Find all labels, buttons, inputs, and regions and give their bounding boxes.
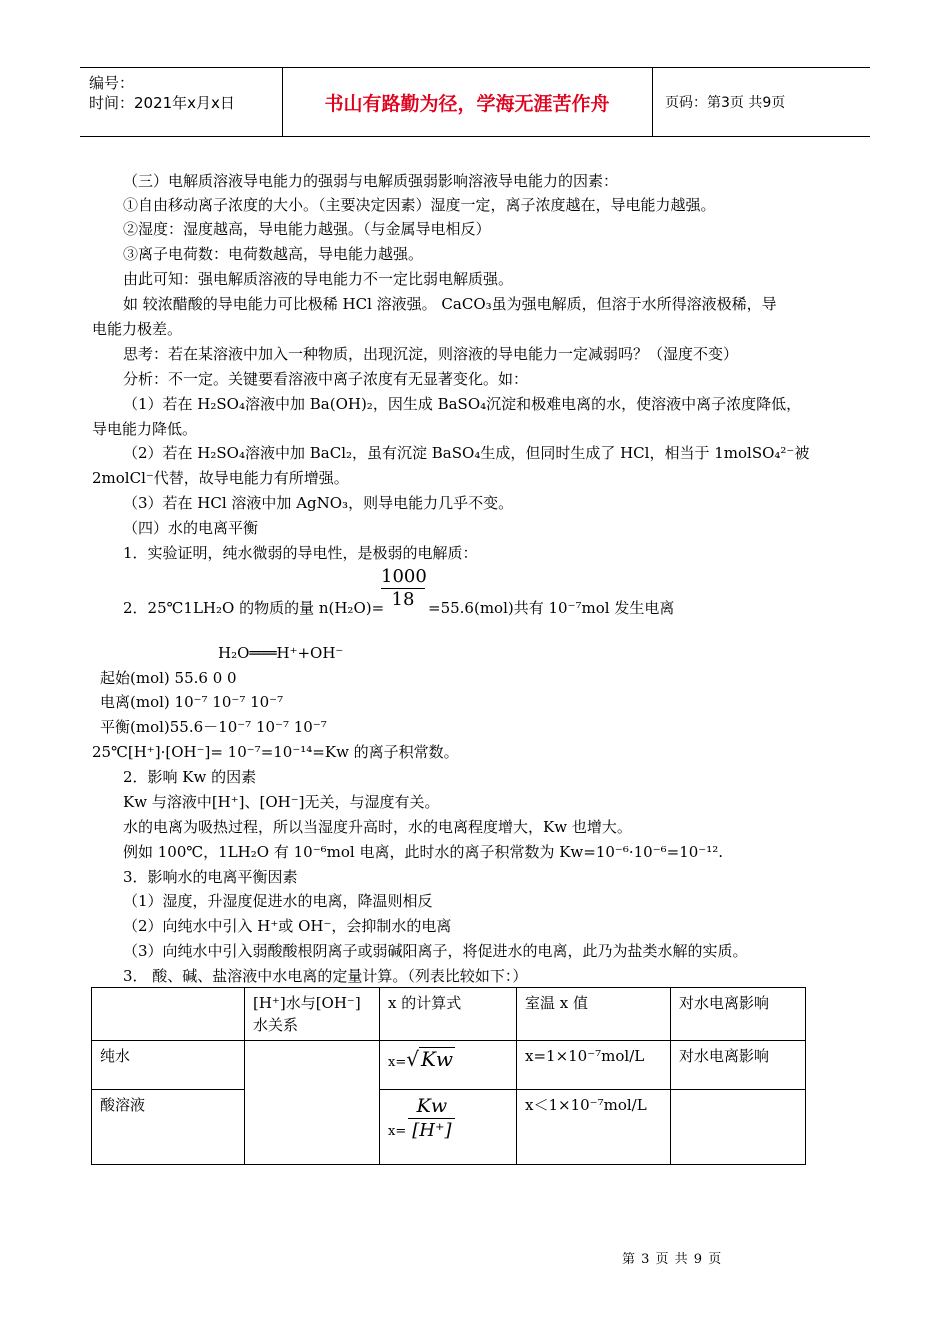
formula-prefix: x= <box>388 1124 407 1139</box>
text-line: 25℃[H⁺]·[OH⁻]= 10⁻⁷=10⁻¹⁴=Kw 的离子积常数。 <box>92 743 459 761</box>
text-line: Kw 与溶液中[H⁺]、[OH⁻]无关，与湿度有关。 <box>123 793 440 811</box>
relation-cell <box>245 1041 380 1165</box>
row-name: 酸溶液 <box>92 1090 245 1165</box>
text-line: 2molCl⁻代替，故导电能力有所增强。 <box>92 469 349 487</box>
table-header-cell: x 的计算式 <box>380 988 517 1041</box>
table-header-cell: [H⁺]水与[OH⁻]水关系 <box>245 988 380 1041</box>
text-line: 如 较浓醋酸的导电能力可比极稀 HCl 溶液强。 CaCO₃虽为强电解质，但溶于水所得溶液极稀，导 <box>123 295 777 313</box>
text-line: 例如 100℃，1LH₂O 有 10⁻⁶mol 电离，此时水的离子积常数为 Kw=10⁻⁶·10⁻⁶=10⁻¹². <box>123 843 724 861</box>
table-header-row <box>92 988 806 1041</box>
text-line: 2．25℃1LH₂O 的物质的量 n(H₂O)= <box>123 599 385 617</box>
table-row <box>92 1041 806 1090</box>
text-line: （1）若在 H₂SO₄溶液中加 Ba(OH)₂，因生成 BaSO₄沉淀和极难电离的水，使溶液中离子浓度降低， <box>123 395 802 413</box>
text-line: 由此可知：强电解质溶液的导电能力不一定比弱电解质强。 <box>123 270 514 288</box>
text-line: （2）向纯水中引入 H⁺或 OH⁻，会抑制水的电离 <box>123 917 452 935</box>
header-motto: 书山有路勤为径，学海无涯苦作舟 <box>282 68 653 136</box>
fraction-numerator: 1000 <box>381 566 427 587</box>
comparison-table <box>91 987 806 1165</box>
formula-prefix: x= <box>388 1055 407 1070</box>
value-cell: x＜1×10⁻⁷mol/L <box>517 1090 671 1165</box>
text-line: 分析：不一定。关键要看溶液中离子浓度有无显著变化。如： <box>123 370 529 388</box>
text-line: ②湿度：湿度越高，导电能力越强。（与金属导电相反） <box>123 220 491 238</box>
table-header-cell <box>92 988 245 1041</box>
text-line: =55.6(mol)共有 10⁻⁷mol 发生电离 <box>428 599 675 617</box>
formula-cell <box>380 1041 517 1090</box>
formula-fraction <box>408 1094 455 1143</box>
table-row-ionized: 电离(mol) 10⁻⁷ 10⁻⁷ 10⁻⁷ <box>100 693 284 711</box>
text-line: （3）向纯水中引入弱酸酸根阴离子或弱碱阳离子，将促进水的电离，此乃为盐类水解的实质。 <box>123 942 748 960</box>
text-line: 导电能力降低。 <box>92 420 198 438</box>
section-heading-3: （三）电解质溶液导电能力的强弱与电解质强弱影响溶液导电能力的因素： <box>123 172 619 190</box>
fraction-1000-18 <box>381 566 425 611</box>
text-line: 3． 酸、碱、盐溶液中水电离的定量计算。（列表比较如下：） <box>123 967 528 985</box>
text-line: 思考：若在某溶液中加入一种物质，出现沉淀，则溶液的导电能力一定减弱吗？（湿度不变） <box>123 345 739 363</box>
table-row-initial: 起始(mol) 55.6 0 0 <box>100 669 237 687</box>
header-meta <box>80 68 283 136</box>
value-cell: x=1×10⁻⁷mol/L <box>517 1041 671 1090</box>
document-header <box>80 67 870 137</box>
table-header-cell: 室温 x 值 <box>517 988 671 1041</box>
table-row <box>92 1090 806 1165</box>
table-row-equilibrium: 平衡(mol)55.6－10⁻⁷ 10⁻⁷ 10⁻⁷ <box>100 718 327 736</box>
page-footer: 第 3 页 共 9 页 <box>622 1252 723 1267</box>
ionization-equation: H₂O═══H⁺+OH⁻ <box>218 644 344 662</box>
formula-denominator: [H⁺] <box>408 1118 455 1143</box>
text-line: 电能力极差。 <box>92 320 183 338</box>
formula-cell <box>380 1090 517 1165</box>
fraction-denominator: 18 <box>381 588 425 611</box>
effect-cell: 对水电离影响 <box>671 1041 806 1090</box>
section-heading-4: （四）水的电离平衡 <box>123 519 259 537</box>
text-line: （1）湿度，升湿度促进水的电离，降温则相反 <box>123 892 433 910</box>
formula-sqrt: Kw <box>420 1047 454 1071</box>
formula-numerator: Kw <box>416 1095 448 1117</box>
number-label: 编号： <box>89 74 135 92</box>
text-line: （2）若在 H₂SO₄溶液中加 BaCl₂，虽有沉淀 BaSO₄生成，但同时生成了 HCl，相当于 1molSO₄²⁻被 <box>123 444 810 462</box>
text-line: 3．影响水的电离平衡因素 <box>123 868 298 886</box>
text-line: （3）若在 HCl 溶液中加 AgNO₃，则导电能力几乎不变。 <box>123 494 514 512</box>
text-line: ③离子电荷数：电荷数越高，导电能力越强。 <box>123 245 424 263</box>
table-header-cell: 对水电离影响 <box>671 988 806 1041</box>
sqrt-icon: √ <box>406 1047 419 1071</box>
text-line: ①自由移动离子浓度的大小。（主要决定因素）湿度一定，离子浓度越在，导电能力越强。 <box>123 196 716 214</box>
text-line: 水的电离为吸热过程，所以当湿度升高时，水的电离程度增大，Kw 也增大。 <box>123 818 632 836</box>
text-line: 1．实验证明，纯水微弱的导电性，是极弱的电解质： <box>123 544 478 562</box>
effect-cell <box>671 1090 806 1165</box>
time-label: 时间：2021年x月x日 <box>89 94 235 112</box>
header-page-label: 页码：第3页 共9页 <box>665 95 786 111</box>
row-name: 纯水 <box>92 1041 245 1090</box>
text-line: 2．影响 Kw 的因素 <box>123 768 257 786</box>
